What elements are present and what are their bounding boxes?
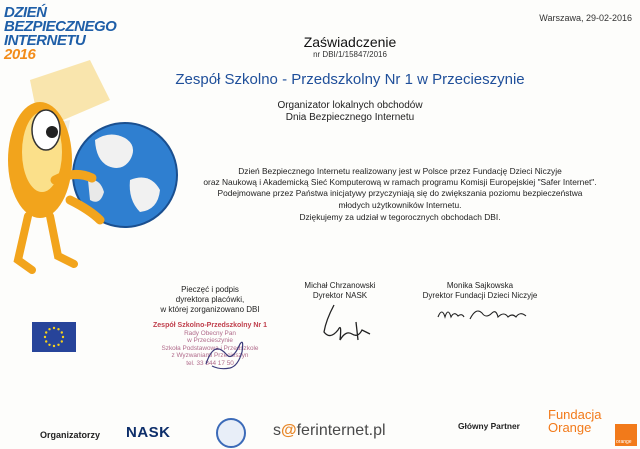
stamp-line: Szkoła Podstawowa i Przedszkole (161, 344, 259, 352)
orange-line-2: Orange (548, 420, 592, 435)
safer-suffix: ferinternet.pl (296, 422, 386, 439)
role-line-1: Organizator lokalnych obchodów (277, 100, 423, 111)
certificate-body (180, 166, 620, 211)
fdn-badge-icon (216, 418, 246, 448)
nask-director-name: Michał Chrzanowski (304, 281, 376, 290)
fdn-director-name: Monika Sajkowska (446, 281, 514, 290)
orange-small-label: orange (616, 439, 632, 445)
organizers-label: Organizatorzy (40, 430, 101, 440)
nask-logo: NASK (126, 424, 171, 441)
eu-flag-icon (32, 322, 76, 352)
saferinternet-logo (273, 422, 386, 440)
nask-director-title: Dyrektor NASK (312, 291, 368, 300)
school-director-signature-caption (150, 285, 270, 315)
stamp-line: Rady Obecny Pan (184, 329, 236, 337)
logo-line-2: BEZPIECZNEGO (4, 18, 117, 35)
stamp-line: w Przecieszynie (187, 337, 233, 345)
logo-year: 2016 (4, 46, 36, 63)
nask-director-signature-caption (285, 281, 395, 301)
body-line: oraz Naukową i Akademicką Sieć Komputerową w ramach programu Komisji Europejskiej "Safer Internet". (203, 177, 597, 188)
body-line: Dzień Bezpiecznego Internetu realizowany jest w Polsce przez Fundację Dzieci Niczyje (238, 166, 562, 176)
footer-logos (0, 407, 640, 449)
body-line: młodych użytkowników Internetu. (338, 199, 462, 210)
logo-line-1: DZIEŃ (4, 4, 47, 21)
caption-line: dyrektora placówki, (175, 295, 245, 304)
orange-line-1: Fundacja (548, 407, 602, 422)
main-partner-label: Główny Partner (458, 421, 520, 431)
orange-square-icon (615, 424, 637, 446)
stamp-title: Zespół Szkolno-Przedszkolny Nr 1 (153, 322, 267, 329)
caption-line: Pieczęć i podpis (181, 285, 239, 294)
role-line-2: Dnia Bezpiecznego Internetu (285, 112, 415, 123)
stamp-line: z Wyzwaniami Przecieszyn (171, 352, 249, 360)
certificate-number: nr DBI/1/15847/2016 (313, 50, 387, 59)
thanks-text: Dziękujemy za udział w tegorocznych obchodach DBI. (299, 212, 501, 222)
fdn-director-handwritten-signature (436, 303, 532, 323)
safer-at-sign: @ (281, 422, 297, 439)
body-line: Podejmowane przez Państwa inicjatywy przyczyniają się do zwiększania poziomu bezpieczeństwa (217, 188, 583, 199)
school-director-handwritten-signature (200, 334, 252, 374)
stamp-line: tel. 33 844 17 50 (186, 359, 234, 367)
fdn-director-title: Dyrektor Fundacji Dzieci Niczyje (422, 291, 538, 300)
fundacja-orange-logo (548, 408, 601, 434)
organizer-role (0, 100, 640, 124)
fdn-director-signature-caption (400, 281, 560, 301)
school-name: Zespół Szkolno - Przedszkolny Nr 1 w Przecieszynie (175, 71, 525, 88)
caption-line: w której zorganizowano DBI (160, 305, 260, 314)
certificate-title: Zaświadczenie (303, 34, 397, 50)
logo-line-3-text: INTERNETU (4, 32, 86, 49)
issue-date: Warszawa, 29-02-2016 (539, 13, 632, 23)
mascot-globe-illustration (0, 60, 200, 290)
safer-prefix: s (273, 422, 281, 439)
nask-director-handwritten-signature (312, 300, 382, 345)
